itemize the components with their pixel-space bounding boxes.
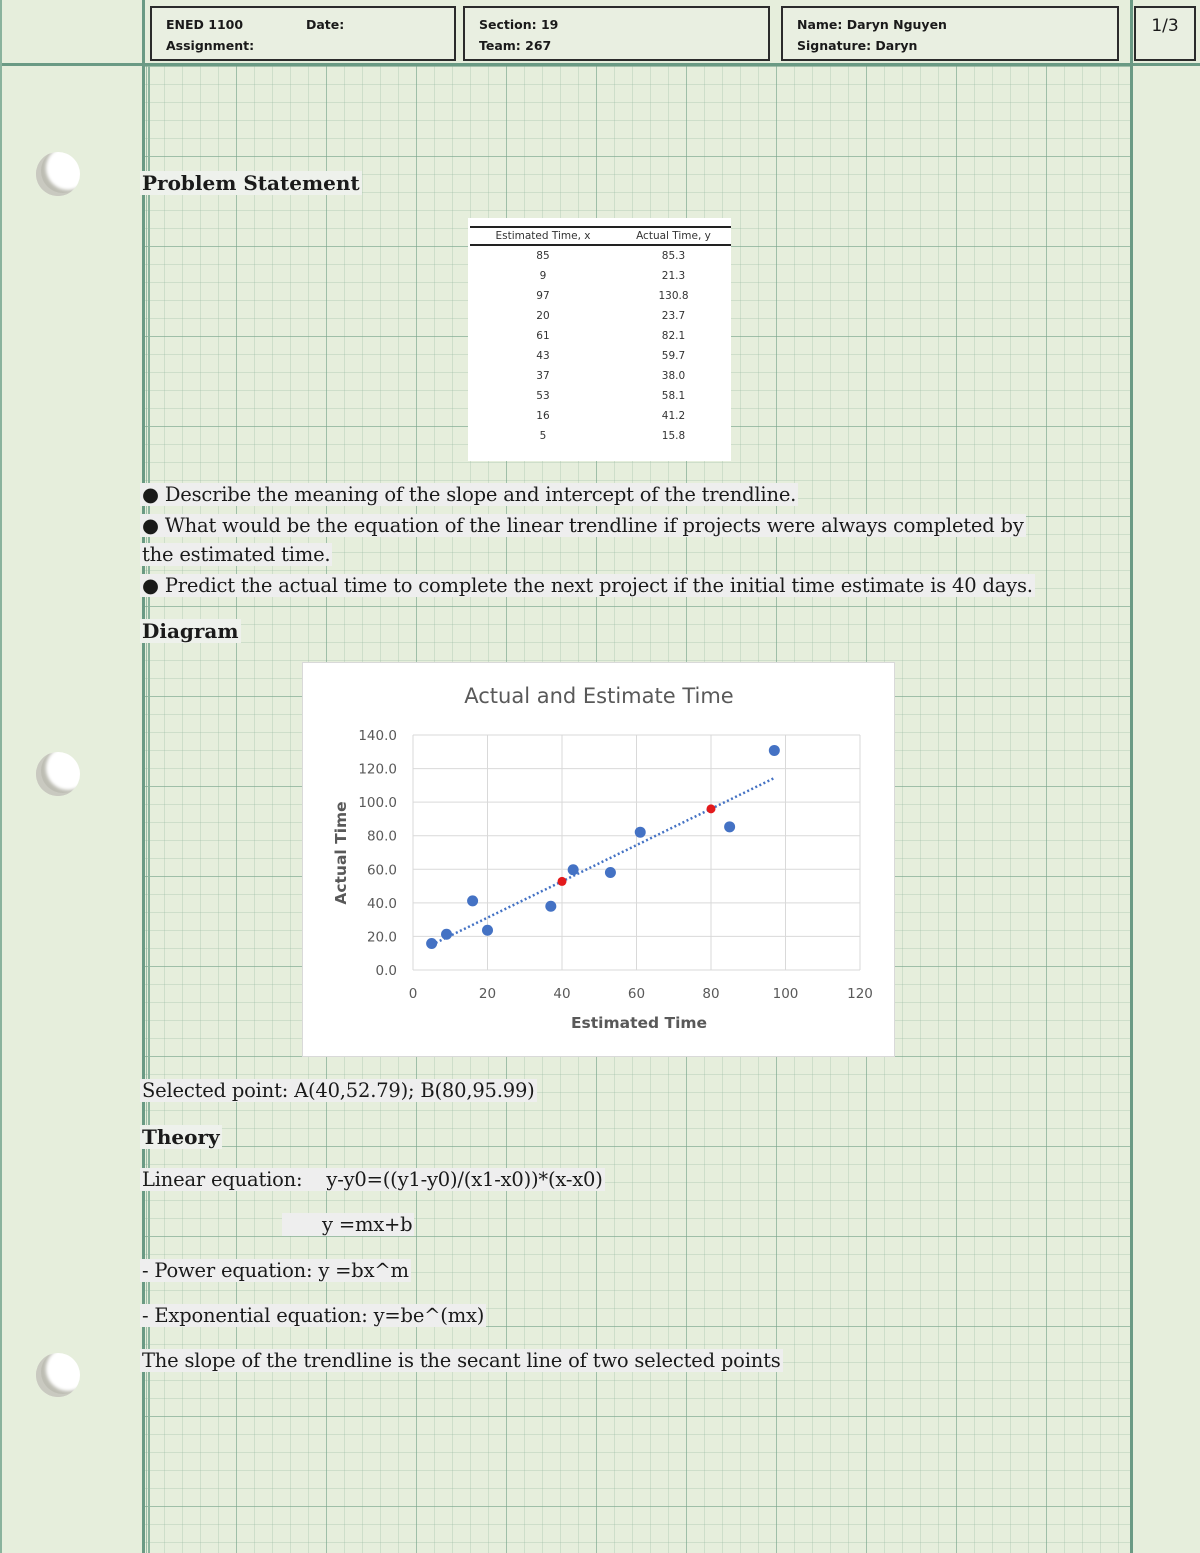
y-tick-label: 140.0 (358, 728, 397, 744)
problem-heading: Problem Statement (142, 171, 360, 195)
x-tick-label: 120 (847, 986, 873, 1002)
y-tick-label: 100.0 (358, 795, 397, 812)
table-header-estimated: Estimated Time, x (470, 227, 616, 245)
x-tick-label: 60 (627, 986, 646, 1002)
trendline (432, 778, 775, 945)
bullet-2: ● What would be the equation of the linear trendline if projects were always completed by (142, 514, 1024, 537)
date-label: Date: (306, 17, 345, 32)
x-tick-label: 80 (702, 986, 720, 1002)
right-margin (1133, 66, 1200, 1553)
table-row (470, 426, 731, 446)
y-tick-label: 80.0 (366, 828, 397, 845)
bullet-3: ● Predict the actual time to complete the next project if the initial time estimate is 40 days. (142, 574, 1033, 597)
table-cell-actual: 58.1 (661, 390, 686, 402)
bullet-1-text: Describe the meaning of the slope and intercept of the trendline. (164, 483, 797, 506)
table-row (470, 286, 731, 306)
table-header-actual: Actual Time, y (616, 227, 731, 245)
linear-equation-label: Linear equation: (142, 1168, 303, 1191)
chart-title: Actual and Estimate Time (464, 684, 734, 708)
data-point (568, 864, 579, 875)
name-box (781, 6, 1119, 61)
table-cell-estimated: 16 (536, 410, 550, 422)
table-cell-estimated: 97 (536, 290, 550, 302)
bullet-3-text: Predict the actual time to complete the next project if the initial time estimate is 40 days. (164, 574, 1033, 597)
table-row (470, 346, 731, 366)
data-table (470, 226, 731, 446)
table-cell-actual: 15.8 (661, 430, 686, 442)
data-point (426, 938, 437, 949)
theory-heading: Theory (142, 1125, 220, 1149)
x-tick-label: 20 (478, 986, 497, 1002)
table-cell-estimated: 20 (536, 310, 550, 322)
slope-intercept-form: y =mx+b (282, 1213, 414, 1236)
bullet-2-continued: the estimated time. (142, 543, 331, 566)
scatter-chart (302, 662, 895, 1057)
table-cell-estimated: 61 (536, 330, 550, 342)
table-cell-estimated: 9 (539, 270, 547, 282)
left-margin-rule-inner (148, 66, 150, 1553)
binder-hole-bottom (36, 1353, 80, 1397)
table-cell-actual: 85.3 (661, 250, 686, 262)
name-label: Name: Daryn Nguyen (797, 17, 947, 32)
y-tick-label: 20.0 (366, 929, 397, 946)
section-label: Section: 19 (479, 17, 559, 32)
table-row (470, 326, 731, 346)
right-margin-rule (1130, 0, 1133, 1553)
page-number: 1/3 (1134, 6, 1196, 61)
bullet-2-text: What would be the equation of the linear trendline if projects were always completed by (164, 514, 1024, 537)
table-cell-actual: 130.8 (658, 290, 689, 302)
table-cell-actual: 38.0 (661, 370, 686, 382)
data-point (605, 867, 616, 878)
data-point (441, 929, 452, 940)
chart-svg (303, 663, 894, 1056)
table-cell-estimated: 85 (536, 250, 550, 262)
assignment-label: Assignment: (166, 38, 255, 53)
binder-hole-top (36, 152, 80, 196)
x-tick-label: 0 (408, 986, 418, 1002)
course-label: ENED 1100 (166, 17, 244, 32)
binder-hole-middle (36, 752, 80, 796)
x-tick-label: 40 (553, 986, 571, 1002)
y-tick-label: 40.0 (366, 895, 397, 912)
signature-label: Signature: Daryn (797, 38, 918, 53)
header-rule (0, 63, 1200, 66)
y-tick-label: 60.0 (366, 862, 397, 879)
linear-equation (140, 1168, 605, 1191)
table-row (470, 366, 731, 386)
y-tick-label: 120.0 (358, 761, 397, 778)
exponential-equation: - Exponential equation: y=be^(mx) (142, 1304, 485, 1327)
data-point (467, 895, 478, 906)
left-margin (0, 66, 143, 1553)
table-row (470, 386, 731, 406)
diagram-heading: Diagram (142, 619, 239, 643)
selected-points: Selected point: A(40,52.79); B(80,95.99) (142, 1079, 535, 1102)
table-row (470, 245, 731, 266)
table-cell-estimated: 43 (536, 350, 550, 362)
table-cell-actual: 41.2 (661, 410, 686, 422)
chart-x-label: Estimated Time (570, 1014, 708, 1032)
section-box (463, 6, 770, 61)
selected-point (707, 804, 716, 813)
table-cell-actual: 21.3 (661, 270, 686, 282)
table-cell-estimated: 37 (536, 370, 550, 382)
data-point (545, 901, 556, 912)
power-equation: - Power equation: y =bx^m (142, 1259, 409, 1282)
team-label: Team: 267 (479, 38, 552, 53)
secant-note: The slope of the trendline is the secant line of two selected points (142, 1349, 781, 1372)
data-point (482, 925, 493, 936)
table-cell-actual: 59.7 (661, 350, 686, 362)
y-tick-label: 0.0 (375, 963, 397, 979)
table-cell-estimated: 53 (536, 390, 550, 402)
selected-point (558, 877, 567, 886)
linear-equation-formula: y-y0=((y1-y0)/(x1-x0))*(x-x0) (326, 1168, 603, 1191)
chart-y-label: Actual Time (332, 801, 350, 905)
data-point (724, 821, 735, 832)
table-row (470, 306, 731, 326)
bullet-1: ● Describe the meaning of the slope and intercept of the trendline. (142, 483, 797, 506)
data-table-image (468, 218, 731, 461)
course-box (150, 6, 456, 61)
table-cell-estimated: 5 (539, 430, 547, 442)
table-cell-actual: 82.1 (661, 330, 686, 342)
table-cell-actual: 23.7 (661, 310, 686, 322)
data-point (769, 745, 780, 756)
page-edge-rule (0, 0, 2, 1553)
data-point (635, 827, 646, 838)
x-tick-label: 100 (772, 986, 799, 1002)
table-row (470, 266, 731, 286)
table-row (470, 406, 731, 426)
